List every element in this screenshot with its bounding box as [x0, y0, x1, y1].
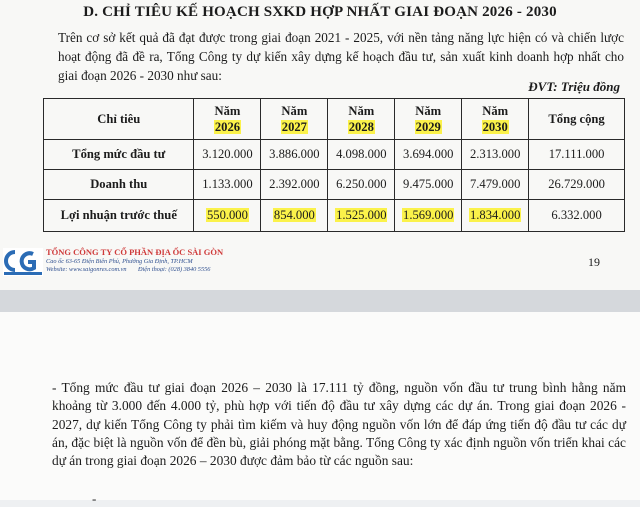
year-word: Năm: [348, 104, 375, 118]
table-cell: 3.694.000: [395, 140, 462, 170]
year-word: Năm: [415, 104, 442, 118]
company-phone: Điện thoại: (028) 3840 5556: [138, 266, 211, 273]
page-number: 19: [588, 255, 600, 269]
row-label: Tổng mức đầu tư: [44, 140, 194, 170]
header-metric: Chỉ tiêu: [44, 99, 194, 140]
table-cell: 7.479.000: [462, 170, 529, 200]
header-year-2027: [261, 99, 328, 140]
row-label: Lợi nhuận trước thuế: [44, 200, 194, 232]
intro-paragraph: Trên cơ sở kết quả đã đạt được trong giai đoạn 2021 - 2025, với nền tảng năng lực hiện có và chiến lược hoạt động đã đề ra, Tổng Công ty dự kiến xây dựng kế hoạch đầu tư, sản xuất kinh doanh hợp nhất cho giai đoạn 2026 - 2030 như sau:: [58, 30, 624, 83]
year-label: 2027: [281, 120, 307, 134]
year-word: Năm: [482, 104, 509, 118]
highlighted-value: 1.569.000: [403, 208, 454, 222]
table-cell: 2.392.000: [261, 170, 328, 200]
table-header-row: [44, 99, 625, 140]
table-cell: [328, 200, 395, 232]
table-cell: [194, 200, 261, 232]
table-cell: 3.886.000: [261, 140, 328, 170]
body-paragraph: - Tổng mức đầu tư giai đoạn 2026 – 2030 là 17.111 tỷ đồng, nguồn vốn đầu tư trung bình hằng năm khoảng từ 3.000 đến 4.000 tỷ, phù hợp với tiến độ đầu tư xây dựng các dự án. Trong giai đoạn 2026 - 2027, dự kiến Tổng Công ty phải tìm kiếm và huy động nguồn vốn lớn để đáp ứng tiến độ đầu tư các dự án, đặc biệt là nguồn vốn để đền bù, giải phóng mặt bằng. Tổng Công ty xác định nguồn vốn triển khai các dự án trong giai đoạn 2026 – 2030 được đảm bảo từ các nguồn sau:: [52, 380, 626, 469]
header-year-2028: [328, 99, 395, 140]
row-label: Doanh thu: [44, 170, 194, 200]
page-separator: [0, 290, 640, 312]
section-title: D. CHỈ TIÊU KẾ HOẠCH SXKD HỢP NHẤT GIAI ĐOẠN 2026 - 2030: [83, 4, 557, 20]
row-total: 17.111.000: [529, 140, 625, 170]
company-logo-icon: [3, 248, 43, 276]
business-plan-table: [43, 98, 625, 232]
header-year-2030: [462, 99, 529, 140]
year-label: 2026: [214, 120, 241, 134]
table-cell: 2.313.000: [462, 140, 529, 170]
header-total: Tổng cộng: [529, 99, 625, 140]
header-year-2029: [395, 99, 462, 140]
table-row: [44, 140, 625, 170]
unit-note: ĐVT: Triệu đồng: [528, 79, 620, 94]
table-row: [44, 200, 625, 232]
year-word: Năm: [214, 104, 241, 118]
table-cell: 9.475.000: [395, 170, 462, 200]
row-total: 6.332.000: [529, 200, 625, 232]
table-cell: 1.133.000: [194, 170, 261, 200]
table-cell: [462, 200, 529, 232]
page-footer: [0, 243, 640, 283]
highlighted-value: 550.000: [206, 208, 248, 222]
table-cell: [395, 200, 462, 232]
year-label: 2029: [415, 120, 441, 134]
year-word: Năm: [281, 104, 308, 118]
table-cell: 3.120.000: [194, 140, 261, 170]
clipped-next-line: -: [92, 491, 97, 506]
company-website: Website: www.saigonres.com.vn: [46, 266, 127, 273]
highlighted-value: 1.834.000: [469, 208, 521, 222]
year-label: 2030: [482, 120, 508, 134]
highlighted-value: 854.000: [273, 208, 315, 222]
company-name: TỔNG CÔNG TY CỔ PHẦN ĐỊA ỐC SÀI GÒN: [46, 247, 224, 257]
highlighted-value: 1.525.000: [336, 208, 387, 222]
header-year-2026: [194, 99, 261, 140]
row-total: 26.729.000: [529, 170, 625, 200]
year-label: 2028: [348, 120, 374, 134]
table-cell: 4.098.000: [328, 140, 395, 170]
table-cell: [261, 200, 328, 232]
company-address: Cao ốc 63-65 Điện Biên Phủ, Phường Gia Định, TP.HCM: [46, 258, 193, 265]
table-cell: 6.250.000: [328, 170, 395, 200]
table-row: [44, 170, 625, 200]
